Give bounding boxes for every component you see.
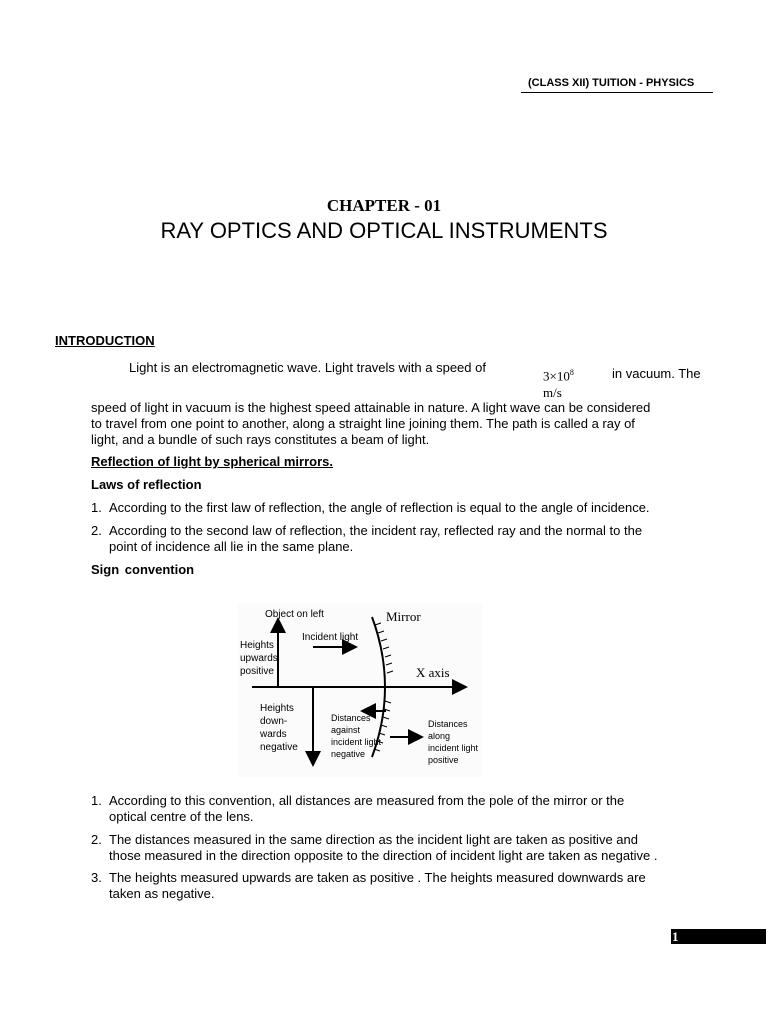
point-3-number: 3. [91,870,102,885]
heights-up-label-1: Heights [240,640,274,651]
point-2-number: 2. [91,832,102,847]
laws-heading: Laws of reflection [91,477,202,492]
dist-along-label-4: positive [428,755,459,765]
law-2-number: 2. [91,523,102,538]
law-1-text: According to the first law of reflection, the angle of reflection is equal to the angle of incidence. [109,500,650,515]
chapter-title: RAY OPTICS AND OPTICAL INSTRUMENTS [160,218,608,243]
heights-up-label-3: positive [240,666,274,677]
point-3-text: The heights measured upwards are taken as positive . The heights measured downwards are [109,870,646,885]
header-rule [521,92,713,93]
mirror-label: Mirror [386,609,421,624]
intro-line-1-end: in vacuum. The [612,366,701,381]
page-number: 1 [672,929,679,944]
law-1-number: 1. [91,500,102,515]
introduction-heading: INTRODUCTION [55,333,155,348]
sign-convention-heading: Sign convention [91,562,195,577]
incident-light-label: Incident light [302,632,359,643]
heights-down-label-2: down- [260,716,288,727]
page-number-bar [671,929,766,944]
dist-against-label-1: Distances [331,713,371,723]
law-2-text: point of incidence all lie in the same plane. [109,539,354,554]
point-1-number: 1. [91,793,102,808]
heights-down-label-3: wards [260,729,287,740]
intro-paragraph-line: light, and a bundle of such rays constitutes a beam of light. [91,432,430,447]
point-1-text: According to this convention, all distances are measured from the pole of the mirror or the [109,793,625,808]
page-header: (CLASS XII) TUITION - PHYSICS [528,77,695,89]
point-2-text: those measured in the direction opposite to the direction of incident light are taken as negative . [109,848,658,863]
sign-convention-diagram [238,603,482,777]
dist-against-label-2: against [331,725,361,735]
intro-paragraph-line: to travel from one point to another, along a straight line joining them. The path is called a ray of [91,416,635,431]
heights-down-label-1: Heights [260,703,294,714]
x-axis-label: X axis [416,665,450,680]
intro-line-1: Light is an electromagnetic wave. Light travels with a speed of [129,360,486,375]
point-1-text: optical centre of the lens. [109,809,254,824]
point-2-text: The distances measured in the same direction as the incident light are taken as positive and [109,832,638,847]
heights-up-label-2: upwards [240,653,278,664]
object-on-left-label: Object on left [265,609,324,620]
dist-against-label-3: incident light [331,737,382,747]
speed-unit: m/s [543,385,562,401]
intro-paragraph [91,400,713,448]
intro-paragraph-line: speed of light in vacuum is the highest speed attainable in nature. A light wave can be considered [91,400,651,415]
speed-mantissa: 3×10 [543,368,570,384]
point-3-text: taken as negative. [109,886,215,901]
reflection-heading: Reflection of light by spherical mirrors. [91,454,333,469]
dist-along-label-3: incident light [428,743,479,753]
speed-of-light-value [543,364,574,401]
heights-down-label-4: negative [260,742,298,753]
chapter-number: CHAPTER - 01 [326,196,442,215]
law-2-text: According to the second law of reflection, the incident ray, reflected ray and the normal to the [109,523,643,538]
dist-along-label-1: Distances [428,719,468,729]
dist-against-label-4: negative [331,749,366,759]
dist-along-label-2: along [428,731,451,741]
speed-exponent: 8 [569,368,574,377]
